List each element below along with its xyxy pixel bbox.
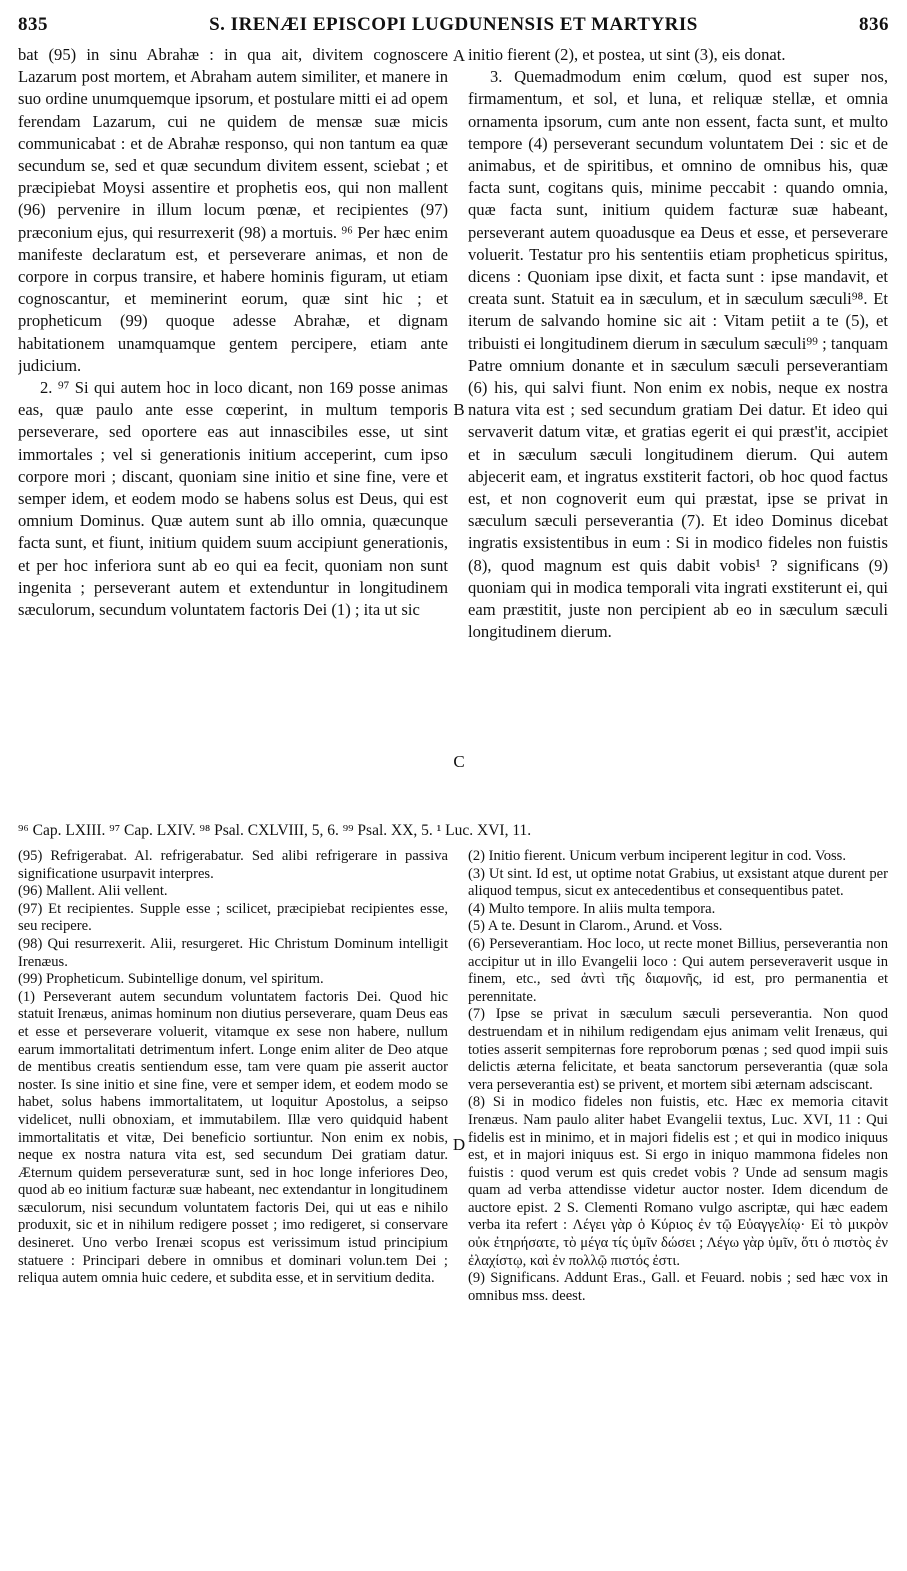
left-footnotes [18, 848, 448, 1553]
margin-letter-d: D [452, 1135, 466, 1154]
footnote: (96) Mallent. Alii vellent. [18, 883, 168, 900]
footnote: (7) Ipse se privat in sæculum sæculi perseverantia. Non quod destruendam et in nihilum redigendam ejus animam velit Irenæus, qui toties asserit sempiternas fore reproborum pœnas ; sed quod impii suis delictis æterna felicitate, et beata sanctorum perseverantia (quæ sola vera perseverantia est) se privent, et mortem sibi æternam adsciscant. [468, 1006, 888, 1093]
footnote: (3) Ut sint. Id est, ut optime notat Grabius, ut exsistant atque durent per aliquod tempus, sicut ex antecedentibus et consequentibus patet. [468, 865, 888, 900]
footnote: (4) Multo tempore. In aliis multa tempora. [468, 900, 716, 917]
page-number-right: 836 [859, 14, 889, 35]
left-main-text [18, 44, 448, 818]
footnote: (9) Significans. Addunt Eras., Gall. et Feuard. nobis ; sed hæc vox in omnibus mss. deest. [468, 1270, 888, 1304]
margin-letter-b: B [453, 400, 465, 419]
paragraph: 3. Quemadmodum enim cœlum, quod est super nos, firmamentum, et sol, et luna, et reliquæ stellæ, et omnia ornamenta ipsorum, cum ante non essent, facta sunt, et multo tempore (4) perseverant secundum voluntatem Dei : sic et de animabus, et de spiritibus, et omnino de omnibus his, quæ facta sunt, cogitans quis, minime peccabit : quando omnia, quæ facta sunt, initium quidem facturæ suæ habeant, perseverant autem quoadusque ea Deus et esse, et perseverare voluerit. Testatur pro his sententiis etiam propheticus spiritus, dicens : Quoniam ipse dixit, et facta sunt : ipse mandavit, et creata sunt. Statuit ea in sæculum, et in sæculum sæculi⁹⁸. Et iterum de salvando homine sic ait : Vitam petiit a te (5), et tribuisti ei longitudinem dierum in sæculum sæculi⁹⁹ ; tanquam Patre omnium donante et in sæculum sæculi perseverantiam (6) his, qui salvi fiunt. Non enim ex nobis, neque ex nostra natura vita est ; sed secundum gratiam Dei datur. Et ideo qui servaverit datum vitæ, et gratias egerit ei qui præst'it, accipiet et in sæculum sæculi longitudinem dierum. Qui autem abjecerit eam, et ingratus exstiterit factori, ob hoc quod factus est, et non cognoverit eum qui præstat, ipse se privat in sæculum sæculi perseverantia (7). Et ideo Dominus dicebat ingratis exsistentibus in eum : Si in modico fideles non fuistis (8), quod magnum est quis dabit vobis¹ ? significans (9) quoniam qui in modica temporali vita ingrati exstiterunt ei, qui eam præstitit, juste non percipient ab eo in sæculum sæculi longitudinem dierum. [468, 67, 888, 642]
footnote: (97) Et recipientes. Supple esse ; scilicet, præcipiebat recipientes esse, seu recipere. [18, 900, 448, 935]
running-header [18, 14, 889, 40]
footnote: (98) Qui resurrexerit. Alii, resurgeret. Hic Christum Dominum intelligit Irenæus. [18, 935, 448, 970]
paragraph: initio fierent (2), et postea, ut sint (3), eis donat. [468, 45, 786, 64]
footnote: (8) Si in modico fideles non fuistis, etc. Hæc ex memoria citavit Irenæus. Nam paulo aliter habet Evangelii textus, Luc. XVI, 11 : Qui fidelis est in minimo, et in majori fidelis est ; et qui in modico iniquus est, et in majori iniquus est. Si ergo in iniquo mammona fideles non fuistis : quod verum est quis credet vobis ? Unde ad sensum magis quam ad verba attendisse videtur auctor noster. Idem dicendum de auctore epist. 2 S. Clementi Romano vulgo ascriptæ, qui hæc eadem verba ita refert : Λέγει γὰρ ὁ Κύριος ἐν τῷ Εὐαγγελίῳ· Εἰ τὸ μικρὸν οὐκ ἐτηρήσατε, τὸ μέγα τίς ὑμῖν δώσει ; Λέγω γὰρ ὑμῖν, ὅτι ὁ πιστὸς ἐν ἐλαχίστῳ, καὶ ἐν πολλῷ πιστός ἐστι. [468, 1094, 888, 1269]
footnote: (1) Perseverant autem secundum voluntatem factoris Dei. Quod hic statuit Irenæus, animas hominum non diutius perseverare, quam Deus eas et esse et perseverare voluerit, vitamque ex sese non habere, nullum earum immortalitati detrimentum infert. Longe enim aliter de Deo atque de mentibus creatis sentiendum esse, tam vere quam pie asserit auctor noster. Is sine initio et sine fine, vere et semper idem, et eodem modo se habet, solus habens immortalitatem, ut loquitur Apostolus, a seipso videlicet, nulli obnoxiam, et immutabilem. Illæ vero quidquid habent immortalitatis et vitæ, Dei beneficio sortiuntur. Non enim ex nobis, neque ex nostra natura vita est, sed secundum Dei gratiam datur. Æternum quidem perseveraturæ sunt, sed in hoc longe inferiores Deo, quod ab eo initium facturæ suæ habeant, nec extendantur in longitudinem sæculorum, nisi secundum voluntatem factoris Dei, qui ut eas e nihilo produxit, sic et in nihilum redigere posset ; imo redigeret, si conservare desineret. Uno verbo Irenæi scopus est verissimum istud principium statuere : Principari debere in omnibus et dominari volun.tem Dei ; reliqua autem omnia huic cedere, et subdita esse, et in servitium dedita. [18, 988, 448, 1287]
paragraph: bat (95) in sinu Abrahæ : in qua ait, divitem cognoscere Lazarum post mortem, et Abraham autem similiter, et manere in suo ordine unumquemque ipsorum, et postulare mitti ei ad opem ferendam Lazarum, cui ne quidem de mensæ suæ micis communicabat : et de Abrahæ responso, qui non tantum ea quæ secundum se, sed et quæ secundum divitem essent, sciebat ; et præcipiebat Moysi assentire et prophetis eos, qui non mallent (96) pervenire in illum locum pœnæ, et recipientes (97) præconium ejus, qui resurrexerit (98) a mortuis. ⁹⁶ Per hæc enim manifeste declaratum est, et perseverare animas, et non de corpore in corpus transire, et habere hominis figuram, ut etiam cognoscantur, et meminerint eorum, quæ sint hic ; et propheticum (99) quoque adesse Abrahæ, et dignam habitationem unamquamque gentem percipere, etiam ante judicium. [18, 45, 448, 375]
footnote: (2) Initio fierent. Unicum verbum inciperent legitur in cod. Voss. [468, 848, 847, 864]
margin-letter-c: C [453, 752, 465, 771]
footnote: (6) Perseverantiam. Hoc loco, ut recte monet Billius, perseverantia non accipitur ut in illo Evangelii loco : Qui autem perseveraverit usque in finem, etc., sed ἀντὶ τῆς διαμονῆς, id est, pro permanentia et perennitate. [468, 935, 888, 1005]
page-number-left: 835 [18, 14, 48, 35]
margin-letter-a: A [452, 46, 466, 65]
footnote: (99) Propheticum. Subintellige donum, vel spiritum. [18, 971, 324, 988]
paragraph: 2. ⁹⁷ Si qui autem hoc in loco dicant, non 169 posse animas eas, quæ paulo ante esse cœperint, in multum temporis perseverare, sed oportere eas aut innascibiles esse, ut sint immortales ; vel si generationis initium acceperint, cum ipso corpore mori ; discant, quoniam sine initio et sine fine, vere et semper idem, et eodem modo se habens solus est Deus, qui est omnium Dominus. Quæ autem sunt ab illo omnia, quæcunque facta sunt, et fiunt, initium quidem suum accipiunt generationis, et per hoc inferiora sunt ab eo qui ea fecit, quoniam non sunt ingenita ; perseverant autem et extenduntur in longitudinem sæculorum, secundum voluntatem factoris Dei (1) ; ita ut sic [18, 378, 448, 620]
footnote: (5) A te. Desunt in Clarom., Arund. et Voss. [468, 918, 723, 935]
footnote: (95) Refrigerabat. Al. refrigerabatur. Sed alibi refrigerare in passiva significatione usurpavit interpres. [18, 848, 448, 882]
scripture-references: ⁹⁶ Cap. LXIII. ⁹⁷ Cap. LXIV. ⁹⁸ Psal. CXLVIII, 5, 6. ⁹⁹ Psal. XX, 5. ¹ Luc. XVI, 11. [18, 822, 532, 839]
right-main-text [468, 44, 888, 818]
running-title: S. IRENÆI EPISCOPI LUGDUNENSIS ET MARTYRIS [209, 14, 698, 35]
right-footnotes [468, 848, 888, 1553]
